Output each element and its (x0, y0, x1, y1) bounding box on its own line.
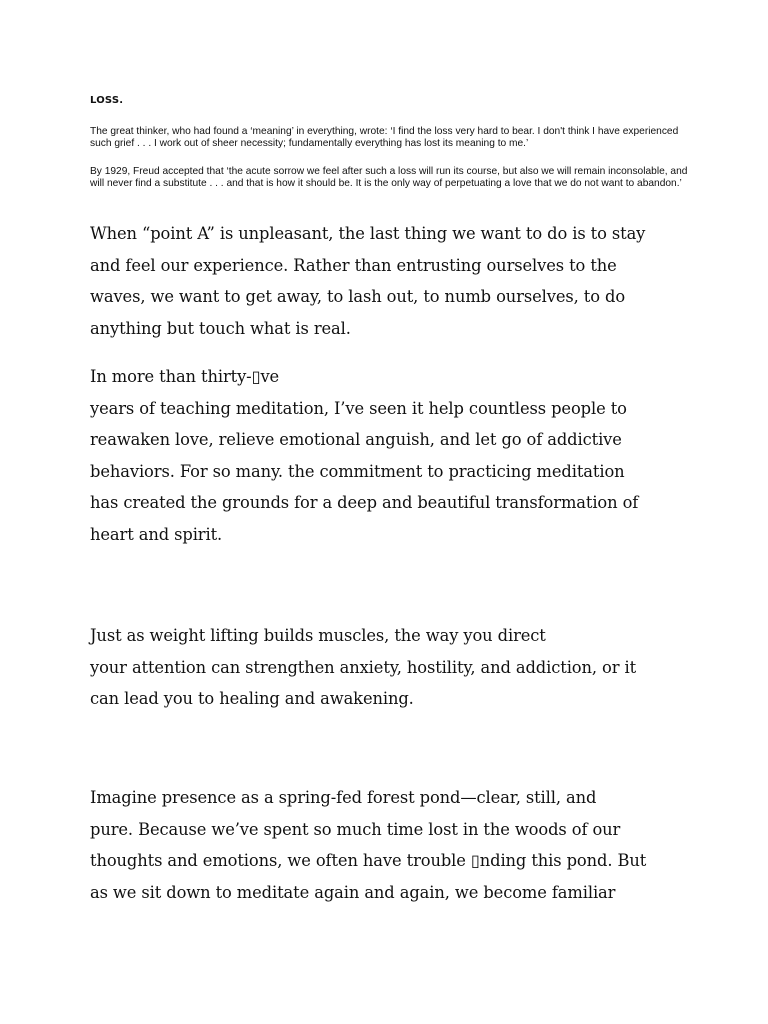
text-line: your attention can strengthen anxiety, hostility, and addiction, or it (90, 657, 637, 677)
body-paragraph-3 (90, 620, 690, 715)
text-line: and feel our experience. Rather than entrusting ourselves to the (90, 255, 617, 275)
text-line: Just as weight lifting builds muscles, the way you direct (90, 626, 546, 645)
text-line: Imagine presence as a spring-fed forest pond—clear, still, and (90, 788, 597, 807)
intro-paragraph-2: By 1929, Freud accepted that ‘the acute sorrow we feel after such a loss will run its course, but also we will remain inconsolable, and will never find a substitute . . . and that is how it should be. It is the only way of perpetuating a love that we do not want to abandon.’ (90, 166, 688, 189)
text-line: can lead you to healing and awakening. (90, 689, 414, 708)
text-line: In more than thirty-▯ve (90, 367, 280, 386)
text-line: heart and spirit. (90, 524, 223, 544)
body-paragraph-2 (90, 361, 690, 550)
text-line: has created the grounds for a deep and beautiful transformation of (90, 493, 639, 512)
text-line: behaviors. For so many. the commitment to practicing meditation (90, 461, 625, 481)
text-line: pure. Because we’ve spent so much time lost in the woods of our (90, 819, 621, 839)
text-line: anything but touch what is real. (90, 318, 351, 338)
text-line: waves, we want to get away, to lash out, to numb ourselves, to do (90, 287, 626, 306)
body-paragraph-1 (90, 218, 690, 344)
text-line: thoughts and emotions, we often have trouble ▯nding this pond. But (90, 851, 647, 870)
text-line: reawaken love, relieve emotional anguish, and let go of addictive (90, 430, 622, 449)
intro-paragraph-1: The great thinker, who had found a ‘meaning’ in everything, wrote: ‘I find the loss very hard to bear. I don't think I have experienced such grief . . . I work out of sheer necessity; fundamentally everything has lost its meaning to me.’ (90, 126, 679, 149)
text-line: When “point A” is unpleasant, the last thing we want to do is to stay (90, 224, 646, 243)
body-paragraph-4 (90, 782, 690, 908)
text-line: as we sit down to meditate again and again, we become familiar (90, 882, 616, 902)
section-heading: LOSS. (90, 95, 124, 106)
text-line: years of teaching meditation, I’ve seen it help countless people to (90, 398, 627, 418)
